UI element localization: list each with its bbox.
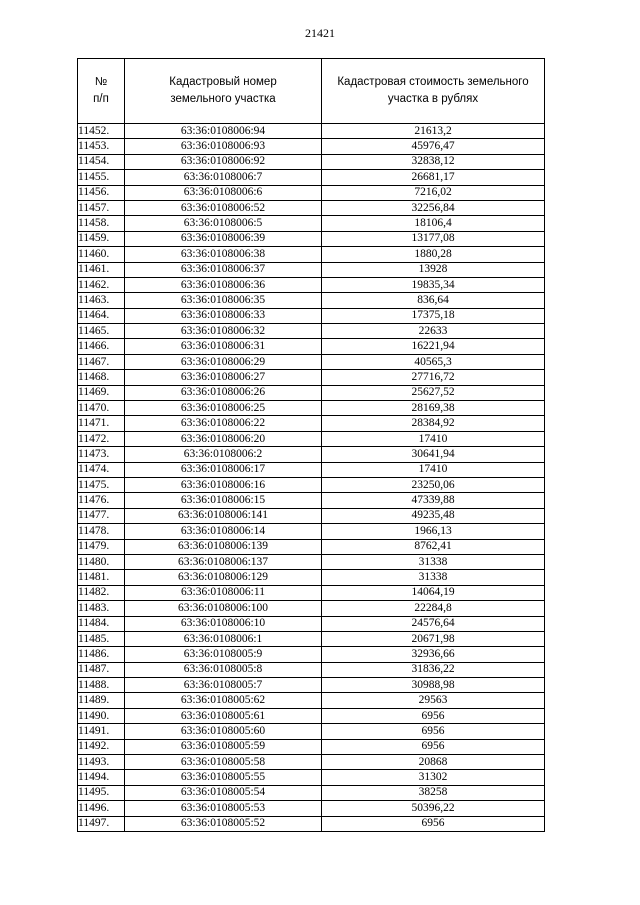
cadastral-value: 6956 bbox=[322, 708, 545, 723]
table-row bbox=[78, 354, 545, 369]
cadastral-number: 63:36:0108005:53 bbox=[125, 801, 322, 816]
cadastral-value: 20671,98 bbox=[322, 631, 545, 646]
row-number: 11497. bbox=[78, 816, 125, 831]
table-row bbox=[78, 262, 545, 277]
cadastral-number: 63:36:0108006:39 bbox=[125, 231, 322, 246]
row-number: 11492. bbox=[78, 739, 125, 754]
row-number: 11479. bbox=[78, 539, 125, 554]
cadastral-value: 40565,3 bbox=[322, 354, 545, 369]
row-number: 11460. bbox=[78, 247, 125, 262]
header-number-line2: п/п bbox=[93, 93, 109, 105]
cadastral-value: 31836,22 bbox=[322, 662, 545, 677]
row-number: 11491. bbox=[78, 724, 125, 739]
row-number: 11490. bbox=[78, 708, 125, 723]
cadastral-value: 6956 bbox=[322, 816, 545, 831]
table-row bbox=[78, 416, 545, 431]
cadastral-number: 63:36:0108006:7 bbox=[125, 170, 322, 185]
cadastral-number: 63:36:0108006:33 bbox=[125, 308, 322, 323]
table-row bbox=[78, 185, 545, 200]
cadastral-number: 63:36:0108005:52 bbox=[125, 816, 322, 831]
table-row bbox=[78, 401, 545, 416]
table-row bbox=[78, 539, 545, 554]
cadastral-value: 45976,47 bbox=[322, 139, 545, 154]
row-number: 11476. bbox=[78, 493, 125, 508]
cadastral-number: 63:36:0108006:31 bbox=[125, 339, 322, 354]
cadastral-value: 17410 bbox=[322, 462, 545, 477]
cadastral-number: 63:36:0108006:5 bbox=[125, 216, 322, 231]
cadastral-number: 63:36:0108006:26 bbox=[125, 385, 322, 400]
row-number: 11452. bbox=[78, 124, 125, 139]
header-cadastral-line2: земельного участка bbox=[170, 93, 276, 105]
cadastral-value: 1966,13 bbox=[322, 524, 545, 539]
cadastral-value: 31338 bbox=[322, 570, 545, 585]
row-number: 11475. bbox=[78, 477, 125, 492]
row-number: 11459. bbox=[78, 231, 125, 246]
cadastral-number: 63:36:0108006:1 bbox=[125, 631, 322, 646]
table-row bbox=[78, 739, 545, 754]
row-number: 11471. bbox=[78, 416, 125, 431]
row-number: 11463. bbox=[78, 293, 125, 308]
row-number: 11456. bbox=[78, 185, 125, 200]
cadastral-number: 63:36:0108005:61 bbox=[125, 708, 322, 723]
cadastral-number: 63:36:0108006:22 bbox=[125, 416, 322, 431]
row-number: 11472. bbox=[78, 431, 125, 446]
row-number: 11494. bbox=[78, 770, 125, 785]
table-row bbox=[78, 339, 545, 354]
row-number: 11469. bbox=[78, 385, 125, 400]
cadastral-value: 13928 bbox=[322, 262, 545, 277]
table-row bbox=[78, 524, 545, 539]
table-row bbox=[78, 277, 545, 292]
cadastral-value: 13177,08 bbox=[322, 231, 545, 246]
cadastral-value: 22284,8 bbox=[322, 601, 545, 616]
row-number: 11489. bbox=[78, 693, 125, 708]
cadastral-number: 63:36:0108006:15 bbox=[125, 493, 322, 508]
cadastral-number: 63:36:0108006:16 bbox=[125, 477, 322, 492]
row-number: 11496. bbox=[78, 801, 125, 816]
row-number: 11465. bbox=[78, 324, 125, 339]
header-value-line1: Кадастровая стоимость земельного bbox=[337, 76, 529, 88]
cadastral-value: 29563 bbox=[322, 693, 545, 708]
table-row bbox=[78, 370, 545, 385]
cadastral-number: 63:36:0108005:55 bbox=[125, 770, 322, 785]
row-number: 11482. bbox=[78, 585, 125, 600]
cadastral-value: 8762,41 bbox=[322, 539, 545, 554]
table-row bbox=[78, 216, 545, 231]
cadastral-value: 17410 bbox=[322, 431, 545, 446]
cadastral-value: 31302 bbox=[322, 770, 545, 785]
row-number: 11486. bbox=[78, 647, 125, 662]
cadastral-number: 63:36:0108006:20 bbox=[125, 431, 322, 446]
cadastral-value: 19835,34 bbox=[322, 277, 545, 292]
cadastral-number: 63:36:0108006:37 bbox=[125, 262, 322, 277]
cadastral-number: 63:36:0108006:129 bbox=[125, 570, 322, 585]
cadastral-value: 22633 bbox=[322, 324, 545, 339]
header-cadastral-line1: Кадастровый номер bbox=[169, 76, 277, 88]
table-row bbox=[78, 308, 545, 323]
table-row bbox=[78, 662, 545, 677]
cadastral-value: 16221,94 bbox=[322, 339, 545, 354]
table-row bbox=[78, 616, 545, 631]
row-number: 11480. bbox=[78, 554, 125, 569]
cadastral-number: 63:36:0108006:10 bbox=[125, 616, 322, 631]
cadastral-number: 63:36:0108006:93 bbox=[125, 139, 322, 154]
cadastral-value: 21613,2 bbox=[322, 124, 545, 139]
cadastral-value: 30641,94 bbox=[322, 447, 545, 462]
cadastral-number: 63:36:0108006:6 bbox=[125, 185, 322, 200]
row-number: 11493. bbox=[78, 755, 125, 770]
table-row bbox=[78, 493, 545, 508]
row-number: 11455. bbox=[78, 170, 125, 185]
table-row bbox=[78, 785, 545, 800]
table-row bbox=[78, 631, 545, 646]
cadastral-value: 28384,92 bbox=[322, 416, 545, 431]
cadastral-number: 63:36:0108006:29 bbox=[125, 354, 322, 369]
table-row bbox=[78, 154, 545, 169]
row-number: 11454. bbox=[78, 154, 125, 169]
cadastral-value: 20868 bbox=[322, 755, 545, 770]
cadastral-value: 32936,66 bbox=[322, 647, 545, 662]
cadastral-value: 32838,12 bbox=[322, 154, 545, 169]
row-number: 11481. bbox=[78, 570, 125, 585]
cadastral-number: 63:36:0108005:60 bbox=[125, 724, 322, 739]
table-row bbox=[78, 693, 545, 708]
table-row bbox=[78, 385, 545, 400]
cadastral-number: 63:36:0108005:54 bbox=[125, 785, 322, 800]
cadastral-value: 836,64 bbox=[322, 293, 545, 308]
cadastral-number: 63:36:0108006:32 bbox=[125, 324, 322, 339]
cadastral-value: 18106,4 bbox=[322, 216, 545, 231]
cadastral-value: 31338 bbox=[322, 554, 545, 569]
cadastral-number: 63:36:0108006:2 bbox=[125, 447, 322, 462]
cadastral-number: 63:36:0108006:35 bbox=[125, 293, 322, 308]
cadastral-value: 17375,18 bbox=[322, 308, 545, 323]
row-number: 11474. bbox=[78, 462, 125, 477]
cadastral-value: 1880,28 bbox=[322, 247, 545, 262]
row-number: 11464. bbox=[78, 308, 125, 323]
cadastral-number: 63:36:0108005:9 bbox=[125, 647, 322, 662]
row-number: 11466. bbox=[78, 339, 125, 354]
table-row bbox=[78, 647, 545, 662]
cadastral-number: 63:36:0108006:92 bbox=[125, 154, 322, 169]
cadastral-value: 14064,19 bbox=[322, 585, 545, 600]
table-row bbox=[78, 816, 545, 831]
cadastral-value: 47339,88 bbox=[322, 493, 545, 508]
row-number: 11484. bbox=[78, 616, 125, 631]
cadastral-number: 63:36:0108006:38 bbox=[125, 247, 322, 262]
cadastral-value: 6956 bbox=[322, 724, 545, 739]
cadastral-number: 63:36:0108005:62 bbox=[125, 693, 322, 708]
cadastral-number: 63:36:0108005:8 bbox=[125, 662, 322, 677]
row-number: 11495. bbox=[78, 785, 125, 800]
table-row bbox=[78, 708, 545, 723]
table-row bbox=[78, 770, 545, 785]
table-row bbox=[78, 247, 545, 262]
cadastral-number: 63:36:0108006:17 bbox=[125, 462, 322, 477]
table-row bbox=[78, 447, 545, 462]
row-number: 11487. bbox=[78, 662, 125, 677]
cadastral-number: 63:36:0108006:139 bbox=[125, 539, 322, 554]
table-row bbox=[78, 724, 545, 739]
row-number: 11467. bbox=[78, 354, 125, 369]
header-value-line2: участка в рублях bbox=[387, 93, 479, 105]
row-number: 11468. bbox=[78, 370, 125, 385]
table-row bbox=[78, 231, 545, 246]
row-number: 11453. bbox=[78, 139, 125, 154]
table-row bbox=[78, 477, 545, 492]
row-number: 11461. bbox=[78, 262, 125, 277]
table-row bbox=[78, 755, 545, 770]
cadastral-number: 63:36:0108006:94 bbox=[125, 124, 322, 139]
header-cadastral-number bbox=[125, 59, 322, 124]
table-row bbox=[78, 678, 545, 693]
cadastral-value: 32256,84 bbox=[322, 200, 545, 215]
cadastral-value: 50396,22 bbox=[322, 801, 545, 816]
cadastral-value: 49235,48 bbox=[322, 508, 545, 523]
cadastral-value: 30988,98 bbox=[322, 678, 545, 693]
table-row bbox=[78, 293, 545, 308]
table-row bbox=[78, 139, 545, 154]
table-row bbox=[78, 200, 545, 215]
table-row bbox=[78, 570, 545, 585]
cadastral-value: 28169,38 bbox=[322, 401, 545, 416]
cadastral-number: 63:36:0108006:14 bbox=[125, 524, 322, 539]
cadastral-value: 6956 bbox=[322, 739, 545, 754]
table-row bbox=[78, 170, 545, 185]
cadastral-number: 63:36:0108006:52 bbox=[125, 200, 322, 215]
header-number-line1: № bbox=[94, 76, 108, 88]
cadastral-value: 27716,72 bbox=[322, 370, 545, 385]
row-number: 11457. bbox=[78, 200, 125, 215]
cadastral-value: 38258 bbox=[322, 785, 545, 800]
cadastral-number: 63:36:0108005:7 bbox=[125, 678, 322, 693]
row-number: 11462. bbox=[78, 277, 125, 292]
row-number: 11458. bbox=[78, 216, 125, 231]
cadastral-value: 24576,64 bbox=[322, 616, 545, 631]
cadastral-value: 25627,52 bbox=[322, 385, 545, 400]
cadastral-number: 63:36:0108006:141 bbox=[125, 508, 322, 523]
table-row bbox=[78, 585, 545, 600]
table-row bbox=[78, 508, 545, 523]
table-row bbox=[78, 554, 545, 569]
row-number: 11470. bbox=[78, 401, 125, 416]
cadastral-number: 63:36:0108006:36 bbox=[125, 277, 322, 292]
table-row bbox=[78, 431, 545, 446]
row-number: 11473. bbox=[78, 447, 125, 462]
cadastral-number: 63:36:0108006:137 bbox=[125, 554, 322, 569]
cadastral-value: 7216,02 bbox=[322, 185, 545, 200]
table-row bbox=[78, 324, 545, 339]
row-number: 11488. bbox=[78, 678, 125, 693]
row-number: 11485. bbox=[78, 631, 125, 646]
cadastral-number: 63:36:0108006:27 bbox=[125, 370, 322, 385]
header-cadastral-value bbox=[322, 59, 545, 124]
row-number: 11478. bbox=[78, 524, 125, 539]
cadastral-number: 63:36:0108006:100 bbox=[125, 601, 322, 616]
cadastral-value-table bbox=[77, 58, 545, 832]
page-number: 21421 bbox=[305, 26, 335, 40]
table-header-row bbox=[78, 59, 545, 124]
table-row bbox=[78, 601, 545, 616]
row-number: 11483. bbox=[78, 601, 125, 616]
table-row bbox=[78, 462, 545, 477]
cadastral-number: 63:36:0108006:25 bbox=[125, 401, 322, 416]
cadastral-number: 63:36:0108005:59 bbox=[125, 739, 322, 754]
cadastral-number: 63:36:0108006:11 bbox=[125, 585, 322, 600]
cadastral-value: 23250,06 bbox=[322, 477, 545, 492]
cadastral-value: 26681,17 bbox=[322, 170, 545, 185]
table-row bbox=[78, 124, 545, 139]
cadastral-number: 63:36:0108005:58 bbox=[125, 755, 322, 770]
table-row bbox=[78, 801, 545, 816]
row-number: 11477. bbox=[78, 508, 125, 523]
header-number bbox=[78, 59, 125, 124]
table-body bbox=[78, 124, 545, 832]
